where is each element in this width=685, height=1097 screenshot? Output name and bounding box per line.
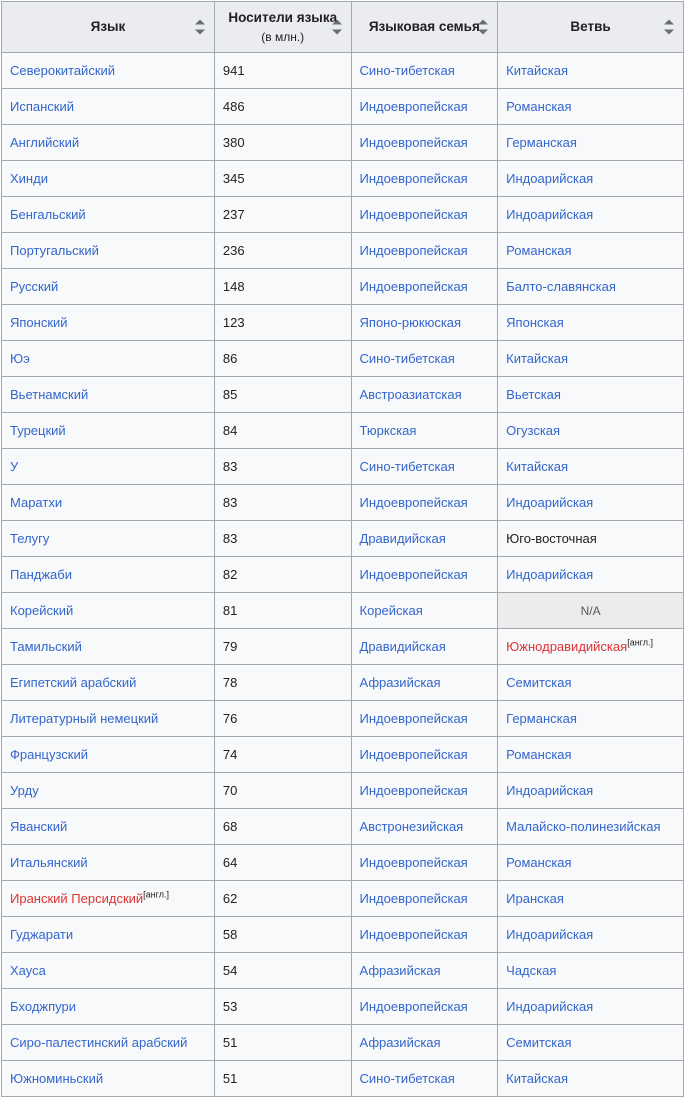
cell-branch	[498, 89, 684, 125]
cell-language	[2, 989, 215, 1025]
family-link[interactable]: Афразийская	[359, 675, 441, 690]
cell-language	[2, 629, 215, 665]
cell-language	[2, 701, 215, 737]
table-row	[2, 89, 684, 125]
table-row	[2, 917, 684, 953]
branch-link[interactable]: Балто-славянская	[506, 279, 616, 294]
cell-language	[2, 809, 215, 845]
language-link[interactable]: Вьетнамский	[10, 387, 89, 402]
language-lang-note[interactable]: [англ.]	[143, 889, 169, 900]
cell-branch	[498, 449, 684, 485]
branch-link[interactable]: Германская	[506, 135, 577, 150]
branch-link[interactable]: Индоарийская	[506, 207, 594, 222]
branch-link[interactable]: Японская	[506, 315, 564, 330]
family-link[interactable]: Индоевропейская	[359, 495, 468, 510]
cell-family	[351, 125, 498, 161]
cell-family	[351, 161, 498, 197]
sort-icon[interactable]	[332, 20, 342, 35]
cell-branch	[498, 881, 684, 917]
cell-speakers: 941	[214, 53, 351, 89]
cell-branch	[498, 701, 684, 737]
cell-family	[351, 449, 498, 485]
cell-family	[351, 53, 498, 89]
family-link[interactable]: Индоевропейская	[359, 747, 468, 762]
language-link[interactable]: Яванский	[10, 819, 68, 834]
cell-family	[351, 1061, 498, 1097]
cell-family	[351, 917, 498, 953]
cell-speakers: 68	[214, 809, 351, 845]
branch-link[interactable]: Семитская	[506, 675, 572, 690]
cell-language	[2, 53, 215, 89]
table-row	[2, 341, 684, 377]
language-link[interactable]: У	[10, 459, 19, 474]
branch-link[interactable]: Китайская	[506, 1071, 569, 1086]
table-row	[2, 665, 684, 701]
branch-link[interactable]: Китайская	[506, 63, 569, 78]
language-link[interactable]: Египетский арабский	[10, 675, 137, 690]
cell-speakers: 51	[214, 1025, 351, 1061]
cell-language	[2, 233, 215, 269]
language-link[interactable]: Бенгальский	[10, 207, 86, 222]
cell-branch	[498, 629, 684, 665]
cell-speakers: 83	[214, 485, 351, 521]
cell-language	[2, 125, 215, 161]
family-link[interactable]: Австроазиатская	[359, 387, 462, 402]
cell-family	[351, 233, 498, 269]
table-row	[2, 773, 684, 809]
cell-branch	[498, 161, 684, 197]
cell-language	[2, 161, 215, 197]
family-link[interactable]: Сино-тибетская	[359, 63, 455, 78]
table-row	[2, 413, 684, 449]
branch-link[interactable]: Китайская	[506, 351, 569, 366]
table-row	[2, 197, 684, 233]
branch-lang-note[interactable]: [англ.]	[627, 637, 654, 648]
cell-branch	[498, 125, 684, 161]
language-link[interactable]: Португальский	[10, 243, 99, 258]
sort-icon[interactable]	[478, 20, 488, 35]
language-link[interactable]: Хауса	[10, 963, 46, 978]
table-row	[2, 953, 684, 989]
language-link[interactable]: Испанский	[10, 99, 75, 114]
cell-speakers: 82	[214, 557, 351, 593]
cell-family	[351, 269, 498, 305]
cell-family	[351, 881, 498, 917]
table-row	[2, 1061, 684, 1097]
table-row	[2, 305, 684, 341]
cell-family	[351, 485, 498, 521]
cell-branch: Юго-восточная	[498, 521, 684, 557]
cell-family	[351, 665, 498, 701]
cell-language	[2, 521, 215, 557]
cell-language	[2, 593, 215, 629]
cell-branch	[498, 737, 684, 773]
family-link[interactable]: Тюркская	[359, 423, 417, 438]
table-body	[2, 53, 684, 1097]
cell-speakers: 78	[214, 665, 351, 701]
family-link[interactable]: Индоевропейская	[359, 135, 468, 150]
language-link[interactable]: Северокитайский	[10, 63, 116, 78]
cell-speakers: 74	[214, 737, 351, 773]
family-link[interactable]: Индоевропейская	[359, 99, 468, 114]
cell-family	[351, 773, 498, 809]
cell-speakers: 236	[214, 233, 351, 269]
language-link[interactable]: Панджаби	[10, 567, 72, 582]
table-row	[2, 269, 684, 305]
column-header-branch[interactable]	[498, 2, 684, 53]
table-row	[2, 125, 684, 161]
cell-language	[2, 197, 215, 233]
family-link[interactable]: Индоевропейская	[359, 279, 468, 294]
table-row	[2, 449, 684, 485]
branch-link[interactable]: Романская	[506, 747, 572, 762]
branch-link[interactable]: Семитская	[506, 1035, 572, 1050]
family-link[interactable]: Корейская	[359, 603, 423, 618]
cell-language	[2, 917, 215, 953]
cell-family	[351, 737, 498, 773]
branch-link[interactable]: Чадская	[506, 963, 557, 978]
language-link[interactable]: Тамильский	[10, 639, 82, 654]
cell-language	[2, 1061, 215, 1097]
cell-branch	[498, 485, 684, 521]
family-link[interactable]: Индоевропейская	[359, 783, 468, 798]
cell-speakers: 148	[214, 269, 351, 305]
family-link[interactable]: Индоевропейская	[359, 999, 468, 1014]
cell-language	[2, 881, 215, 917]
cell-language	[2, 377, 215, 413]
cell-family	[351, 1025, 498, 1061]
table-row	[2, 701, 684, 737]
cell-language	[2, 341, 215, 377]
family-link[interactable]: Афразийская	[359, 963, 441, 978]
cell-branch	[498, 845, 684, 881]
language-link[interactable]: Русский	[10, 279, 59, 294]
table-row	[2, 737, 684, 773]
cell-family	[351, 377, 498, 413]
branch-link[interactable]: Вьетская	[506, 387, 561, 402]
family-link[interactable]: Афразийская	[359, 1035, 441, 1050]
sort-icon[interactable]	[195, 20, 205, 35]
cell-branch	[498, 557, 684, 593]
cell-branch	[498, 413, 684, 449]
language-link[interactable]: Итальянский	[10, 855, 88, 870]
language-link[interactable]: Японский	[10, 315, 68, 330]
table-row	[2, 1025, 684, 1061]
family-link[interactable]: Сино-тибетская	[359, 459, 455, 474]
language-link[interactable]: Южноминьский	[10, 1071, 104, 1086]
language-link[interactable]: Бходжпури	[10, 999, 76, 1014]
table-row	[2, 521, 684, 557]
language-link[interactable]: Юэ	[10, 351, 30, 366]
table-row	[2, 233, 684, 269]
branch-link[interactable]: Индоарийская	[506, 783, 594, 798]
language-link[interactable]: Телугу	[10, 531, 50, 546]
language-link[interactable]: Гуджарати	[10, 927, 74, 942]
cell-branch	[498, 665, 684, 701]
cell-branch	[498, 377, 684, 413]
cell-language	[2, 449, 215, 485]
cell-speakers: 486	[214, 89, 351, 125]
cell-speakers: 70	[214, 773, 351, 809]
cell-family	[351, 701, 498, 737]
branch-link[interactable]: Южнодравидийская	[506, 639, 628, 654]
branch-link[interactable]: Индоарийская	[506, 927, 594, 942]
cell-family	[351, 521, 498, 557]
cell-branch	[498, 269, 684, 305]
cell-family	[351, 305, 498, 341]
cell-branch	[498, 809, 684, 845]
cell-speakers: 81	[214, 593, 351, 629]
family-link[interactable]: Индоевропейская	[359, 243, 468, 258]
cell-speakers: 83	[214, 449, 351, 485]
cell-family	[351, 413, 498, 449]
cell-family	[351, 593, 498, 629]
cell-speakers: 380	[214, 125, 351, 161]
family-link[interactable]: Дравидийская	[359, 531, 446, 546]
cell-branch	[498, 989, 684, 1025]
cell-speakers: 85	[214, 377, 351, 413]
cell-branch	[498, 1025, 684, 1061]
cell-speakers: 51	[214, 1061, 351, 1097]
cell-language	[2, 485, 215, 521]
cell-language	[2, 557, 215, 593]
cell-speakers: 345	[214, 161, 351, 197]
cell-branch	[498, 305, 684, 341]
cell-speakers: 62	[214, 881, 351, 917]
cell-branch	[498, 233, 684, 269]
table-row	[2, 809, 684, 845]
table-row	[2, 485, 684, 521]
family-link[interactable]: Сино-тибетская	[359, 351, 455, 366]
cell-language	[2, 773, 215, 809]
cell-family	[351, 629, 498, 665]
cell-family	[351, 341, 498, 377]
cell-branch	[498, 53, 684, 89]
cell-family	[351, 989, 498, 1025]
branch-link[interactable]: Огузская	[506, 423, 561, 438]
family-link[interactable]: Индоевропейская	[359, 207, 468, 222]
branch-link[interactable]: Иранская	[506, 891, 564, 906]
family-link[interactable]: Японо-рюкюская	[359, 315, 462, 330]
cell-branch	[498, 341, 684, 377]
column-header-speakers[interactable]	[214, 2, 351, 53]
cell-family	[351, 197, 498, 233]
table-header	[2, 2, 684, 53]
branch-link[interactable]: Индоарийская	[506, 999, 594, 1014]
table-row	[2, 629, 684, 665]
cell-language	[2, 305, 215, 341]
cell-family	[351, 845, 498, 881]
cell-language	[2, 665, 215, 701]
table-row	[2, 161, 684, 197]
branch-link[interactable]: Китайская	[506, 459, 569, 474]
column-header-family[interactable]	[351, 2, 498, 53]
branch-link[interactable]: Индоарийская	[506, 567, 594, 582]
language-link[interactable]: Сиро-палестинский арабский	[10, 1035, 188, 1050]
family-link[interactable]: Индоевропейская	[359, 711, 468, 726]
cell-speakers: 83	[214, 521, 351, 557]
cell-speakers: 86	[214, 341, 351, 377]
cell-speakers: 53	[214, 989, 351, 1025]
cell-branch	[498, 917, 684, 953]
branch-link[interactable]: Романская	[506, 99, 572, 114]
language-link[interactable]: Корейский	[10, 603, 74, 618]
family-link[interactable]: Сино-тибетская	[359, 1071, 455, 1086]
language-link[interactable]: Турецкий	[10, 423, 66, 438]
cell-speakers: 58	[214, 917, 351, 953]
table-row	[2, 557, 684, 593]
header-row	[2, 2, 684, 53]
branch-link[interactable]: Германская	[506, 711, 577, 726]
cell-language	[2, 845, 215, 881]
cell-branch	[498, 1061, 684, 1097]
column-header-speakers-label: Носители языка	[228, 10, 338, 26]
branch-link[interactable]: Романская	[506, 855, 572, 870]
column-header-language[interactable]	[2, 2, 215, 53]
cell-branch	[498, 197, 684, 233]
table-row	[2, 989, 684, 1025]
family-link[interactable]: Австронезийская	[359, 819, 464, 834]
cell-family	[351, 557, 498, 593]
cell-family	[351, 89, 498, 125]
family-link[interactable]: Индоевропейская	[359, 891, 468, 906]
branch-link[interactable]: Индоарийская	[506, 495, 594, 510]
column-header-speakers-sublabel: (в млн.)	[261, 29, 305, 44]
language-link[interactable]: Хинди	[10, 171, 48, 186]
column-header-branch-label: Ветвь	[570, 18, 611, 34]
language-link[interactable]: Французский	[10, 747, 88, 762]
cell-language	[2, 737, 215, 773]
cell-family	[351, 953, 498, 989]
column-header-language-label: Язык	[90, 18, 126, 34]
branch-link[interactable]: Индоарийская	[506, 171, 594, 186]
cell-language	[2, 953, 215, 989]
family-link[interactable]: Индоевропейская	[359, 567, 468, 582]
table-row	[2, 593, 684, 629]
family-link[interactable]: Индоевропейская	[359, 855, 468, 870]
cell-speakers: 76	[214, 701, 351, 737]
cell-language	[2, 89, 215, 125]
language-link[interactable]: Английский	[10, 135, 80, 150]
family-link[interactable]: Индоевропейская	[359, 171, 468, 186]
table-row	[2, 53, 684, 89]
language-link[interactable]: Иранский Персидский	[10, 891, 144, 906]
table-row	[2, 845, 684, 881]
family-link[interactable]: Дравидийская	[359, 639, 446, 654]
branch-link[interactable]: Малайско-полинезийская	[506, 819, 661, 834]
cell-speakers: 79	[214, 629, 351, 665]
table-row	[2, 881, 684, 917]
branch-link[interactable]: Романская	[506, 243, 572, 258]
languages-table	[1, 1, 684, 1097]
cell-branch-na: N/A	[498, 593, 684, 629]
cell-family	[351, 809, 498, 845]
language-link[interactable]: Маратхи	[10, 495, 63, 510]
cell-speakers: 123	[214, 305, 351, 341]
language-link[interactable]: Урду	[10, 783, 39, 798]
cell-language	[2, 413, 215, 449]
cell-language	[2, 1025, 215, 1061]
column-header-family-label: Языковая семья	[368, 18, 480, 34]
language-link[interactable]: Литературный немецкий	[10, 711, 159, 726]
cell-branch	[498, 953, 684, 989]
sort-icon[interactable]	[664, 20, 674, 35]
cell-speakers: 54	[214, 953, 351, 989]
cell-branch	[498, 773, 684, 809]
cell-speakers: 84	[214, 413, 351, 449]
table-row	[2, 377, 684, 413]
family-link[interactable]: Индоевропейская	[359, 927, 468, 942]
cell-language	[2, 269, 215, 305]
cell-speakers: 237	[214, 197, 351, 233]
cell-speakers: 64	[214, 845, 351, 881]
